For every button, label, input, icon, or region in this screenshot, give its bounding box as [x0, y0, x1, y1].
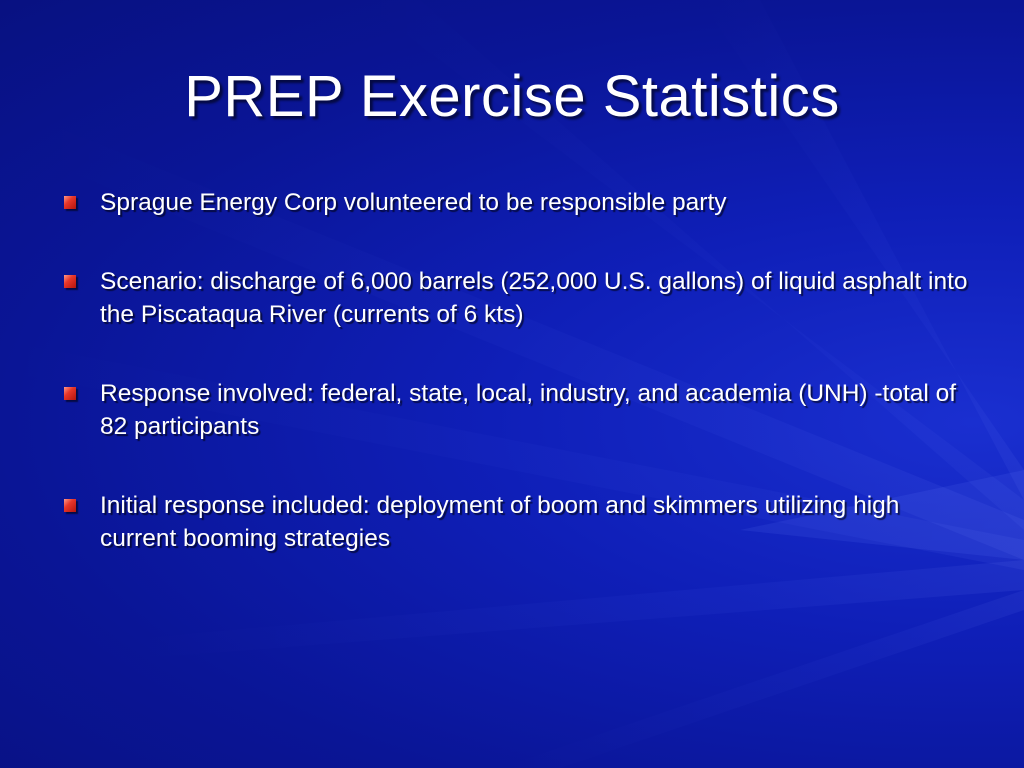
bullet-item: [60, 377, 980, 443]
red-square-bullet-icon: [64, 499, 76, 512]
bullet-item: [60, 489, 980, 555]
bullet-text: Initial response included: deployment of boom and skimmers utilizing high current booming strategies: [100, 492, 900, 552]
bullet-item: [60, 265, 980, 331]
red-square-bullet-icon: [64, 387, 76, 400]
bullet-list: [60, 186, 980, 601]
bullet-text: Scenario: discharge of 6,000 barrels (252,000 U.S. gallons) of liquid asphalt into the Piscataqua River (currents of 6 kts): [100, 268, 968, 328]
slide-title: PREP Exercise Statistics: [184, 64, 840, 129]
bullet-item: [60, 186, 980, 219]
bullet-text: Response involved: federal, state, local, industry, and academia (UNH) -total of 82 participants: [100, 380, 957, 440]
bullet-text: Sprague Energy Corp volunteered to be responsible party: [100, 189, 727, 216]
red-square-bullet-icon: [64, 275, 76, 288]
red-square-bullet-icon: [64, 196, 76, 209]
